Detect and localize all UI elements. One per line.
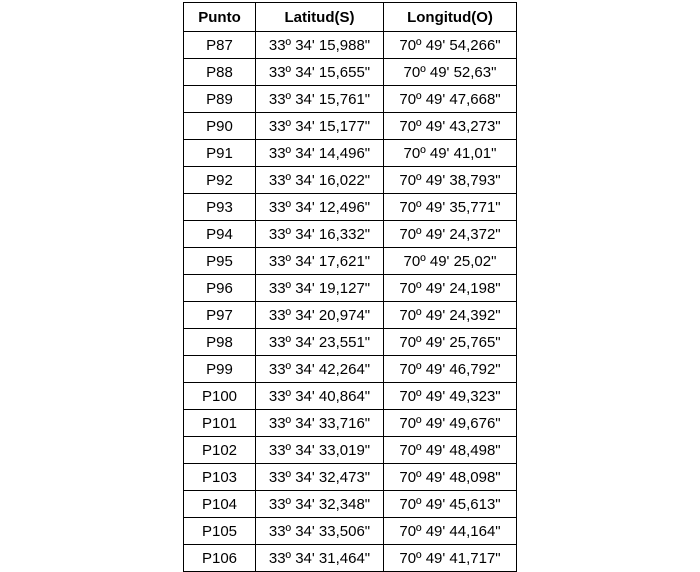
cell-latitud: 33º 34' 19,127" [256,275,384,302]
cell-punto: P91 [184,140,256,167]
table-row [184,491,517,518]
table-row [184,356,517,383]
cell-punto: P99 [184,356,256,383]
cell-punto: P88 [184,59,256,86]
cell-punto: P100 [184,383,256,410]
cell-latitud: 33º 34' 32,348" [256,491,384,518]
cell-latitud: 33º 34' 15,177" [256,113,384,140]
table-row [184,464,517,491]
cell-punto: P95 [184,248,256,275]
cell-latitud: 33º 34' 33,019" [256,437,384,464]
table-row [184,32,517,59]
header-latitud: Latitud(S) [256,3,384,32]
cell-punto: P97 [184,302,256,329]
table-row [184,167,517,194]
cell-punto: P87 [184,32,256,59]
table-row [184,140,517,167]
cell-longitud: 70º 49' 25,02" [384,248,517,275]
header-longitud: Longitud(O) [384,3,517,32]
cell-latitud: 33º 34' 14,496" [256,140,384,167]
cell-longitud: 70º 49' 43,273" [384,113,517,140]
table-row [184,329,517,356]
cell-punto: P103 [184,464,256,491]
cell-latitud: 33º 34' 40,864" [256,383,384,410]
cell-latitud: 33º 34' 12,496" [256,194,384,221]
table-row [184,248,517,275]
cell-punto: P93 [184,194,256,221]
table-row [184,410,517,437]
cell-longitud: 70º 49' 48,498" [384,437,517,464]
cell-punto: P101 [184,410,256,437]
cell-punto: P105 [184,518,256,545]
cell-longitud: 70º 49' 45,613" [384,491,517,518]
cell-punto: P98 [184,329,256,356]
cell-latitud: 33º 34' 16,332" [256,221,384,248]
cell-latitud: 33º 34' 33,716" [256,410,384,437]
table-row [184,437,517,464]
cell-latitud: 33º 34' 31,464" [256,545,384,572]
cell-latitud: 33º 34' 16,022" [256,167,384,194]
cell-longitud: 70º 49' 41,01" [384,140,517,167]
cell-punto: P90 [184,113,256,140]
table-row [184,545,517,572]
table-header [184,3,517,32]
cell-longitud: 70º 49' 47,668" [384,86,517,113]
cell-latitud: 33º 34' 32,473" [256,464,384,491]
cell-punto: P92 [184,167,256,194]
cell-latitud: 33º 34' 15,761" [256,86,384,113]
cell-longitud: 70º 49' 25,765" [384,329,517,356]
cell-longitud: 70º 49' 54,266" [384,32,517,59]
table-row [184,113,517,140]
table-row [184,302,517,329]
cell-punto: P89 [184,86,256,113]
table-body [184,32,517,572]
table-row [184,86,517,113]
cell-latitud: 33º 34' 20,974" [256,302,384,329]
cell-latitud: 33º 34' 23,551" [256,329,384,356]
cell-longitud: 70º 49' 49,323" [384,383,517,410]
coordinates-table [183,2,517,572]
cell-latitud: 33º 34' 15,988" [256,32,384,59]
cell-punto: P106 [184,545,256,572]
cell-punto: P104 [184,491,256,518]
cell-longitud: 70º 49' 38,793" [384,167,517,194]
cell-longitud: 70º 49' 44,164" [384,518,517,545]
cell-longitud: 70º 49' 48,098" [384,464,517,491]
cell-latitud: 33º 34' 33,506" [256,518,384,545]
table-row [184,275,517,302]
cell-longitud: 70º 49' 46,792" [384,356,517,383]
table-row [184,383,517,410]
table-row [184,221,517,248]
cell-latitud: 33º 34' 42,264" [256,356,384,383]
table-row [184,194,517,221]
table-row [184,59,517,86]
cell-longitud: 70º 49' 24,198" [384,275,517,302]
table-row [184,518,517,545]
header-row [184,3,517,32]
cell-latitud: 33º 34' 15,655" [256,59,384,86]
cell-punto: P96 [184,275,256,302]
cell-longitud: 70º 49' 52,63" [384,59,517,86]
header-punto: Punto [184,3,256,32]
cell-longitud: 70º 49' 41,717" [384,545,517,572]
cell-punto: P94 [184,221,256,248]
cell-latitud: 33º 34' 17,621" [256,248,384,275]
cell-longitud: 70º 49' 35,771" [384,194,517,221]
cell-punto: P102 [184,437,256,464]
cell-longitud: 70º 49' 24,392" [384,302,517,329]
cell-longitud: 70º 49' 49,676" [384,410,517,437]
cell-longitud: 70º 49' 24,372" [384,221,517,248]
